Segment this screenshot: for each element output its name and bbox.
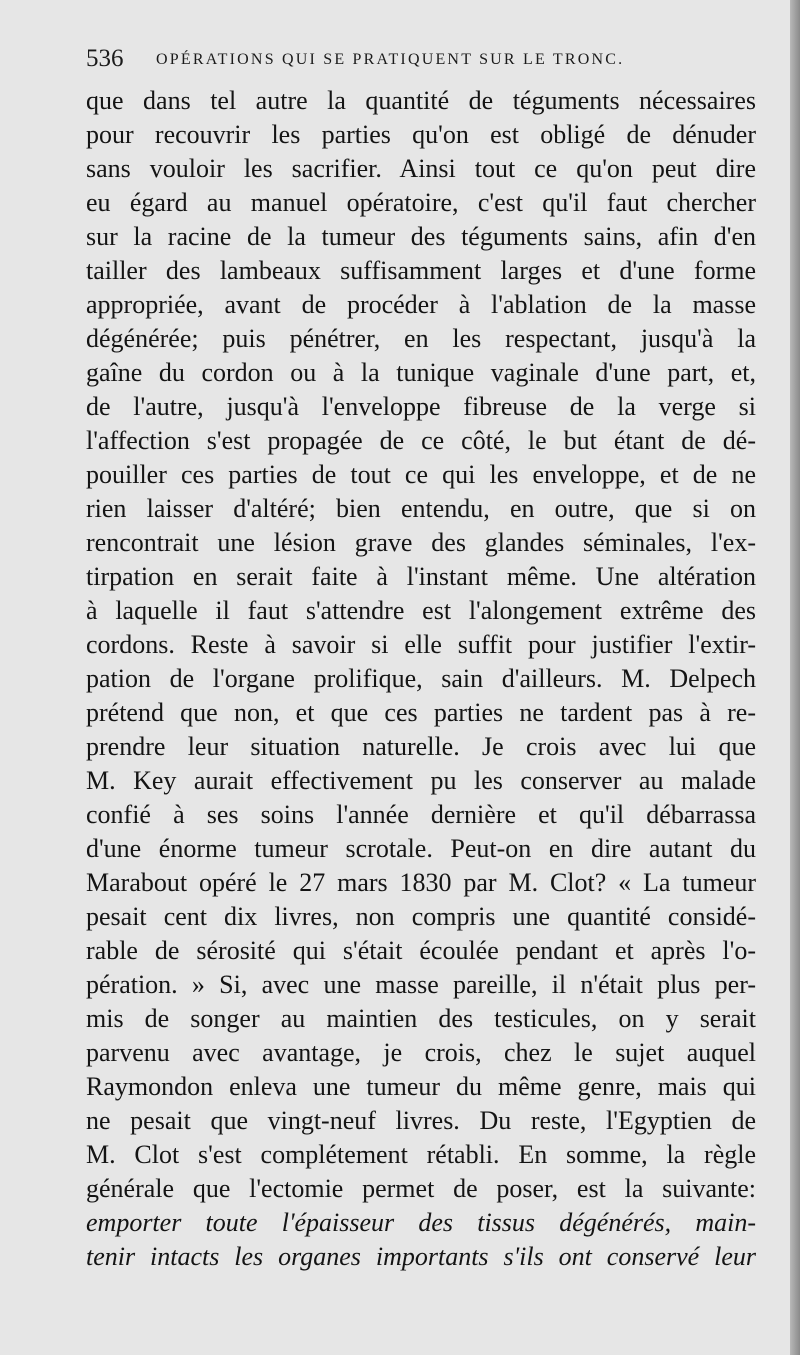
text-line: cordons. Reste à savoir si elle suffit pour justifier l'extir- (86, 630, 756, 659)
text-line: eu égard au manuel opératoire, c'est qu'il faut chercher (86, 188, 756, 217)
text-line: M. Clot s'est complétement rétabli. En somme, la règle (86, 1140, 756, 1169)
text-line: dégénérée; puis pénétrer, en les respectant, jusqu'à la (86, 324, 756, 353)
text-line: que dans tel autre la quantité de téguments nécessaires (86, 86, 756, 115)
text-line: tirpation en serait faite à l'instant même. Une altération (86, 562, 756, 591)
running-title: OPÉRATIONS QUI SE PRATIQUENT SUR LE TRONC. (156, 51, 625, 68)
text-line: pour recouvrir les parties qu'on est obligé de dénuder (86, 120, 756, 149)
text-line: gaîne du cordon ou à la tunique vaginale d'une part, et, (86, 358, 756, 387)
text-line: à laquelle il faut s'attendre est l'alongement extrême des (86, 596, 756, 625)
text-line: l'affection s'est propagée de ce côté, le but étant de dé- (86, 426, 756, 455)
text-line: confié à ses soins l'année dernière et qu'il débarrassa (86, 800, 756, 829)
text-line: pération. » Si, avec une masse pareille, il n'était plus per- (86, 970, 756, 999)
italic-text-line: tenir intacts les organes importants s'ils ont conservé leur (86, 1242, 756, 1271)
body-text (86, 84, 756, 1274)
text-line: prétend que non, et que ces parties ne tardent pas à re- (86, 698, 756, 727)
text-line: sur la racine de la tumeur des téguments sains, afin d'en (86, 222, 756, 251)
text-line: Raymondon enleva une tumeur du même genre, mais qui (86, 1072, 756, 1101)
text-line: prendre leur situation naturelle. Je crois avec lui que (86, 732, 756, 761)
text-line: générale que l'ectomie permet de poser, est la suivante: (86, 1174, 756, 1203)
text-line: de l'autre, jusqu'à l'enveloppe fibreuse de la verge si (86, 392, 756, 421)
text-line: Marabout opéré le 27 mars 1830 par M. Clot? « La tumeur (86, 868, 756, 897)
page-number: 536 (86, 45, 124, 72)
text-line: pesait cent dix livres, non compris une quantité considé- (86, 902, 756, 931)
text-line: appropriée, avant de procéder à l'ablation de la masse (86, 290, 756, 319)
text-line: M. Key aurait effectivement pu les conserver au malade (86, 766, 756, 795)
text-line: rien laisser d'altéré; bien entendu, en outre, que si on (86, 494, 756, 523)
text-line: d'une énorme tumeur scrotale. Peut-on en dire autant du (86, 834, 756, 863)
running-head (86, 42, 766, 76)
text-line: parvenu avec avantage, je crois, chez le sujet auquel (86, 1038, 756, 1067)
text-line: tailler des lambeaux suffisamment larges et d'une forme (86, 256, 756, 285)
text-line: sans vouloir les sacrifier. Ainsi tout ce qu'on peut dire (86, 154, 756, 183)
text-line: mis de songer au maintien des testicules, on y serait (86, 1004, 756, 1033)
text-line: pouiller ces parties de tout ce qui les enveloppe, et de ne (86, 460, 756, 489)
italic-text-line: emporter toute l'épaisseur des tissus dégénérés, main- (86, 1208, 756, 1237)
page-edge-shadow (790, 0, 800, 1355)
text-line: rencontrait une lésion grave des glandes séminales, l'ex- (86, 528, 756, 557)
text-line: pation de l'organe prolifique, sain d'ailleurs. M. Delpech (86, 664, 756, 693)
text-line: ne pesait que vingt-neuf livres. Du reste, l'Egyptien de (86, 1106, 756, 1135)
text-line: rable de sérosité qui s'était écoulée pendant et après l'o- (86, 936, 756, 965)
